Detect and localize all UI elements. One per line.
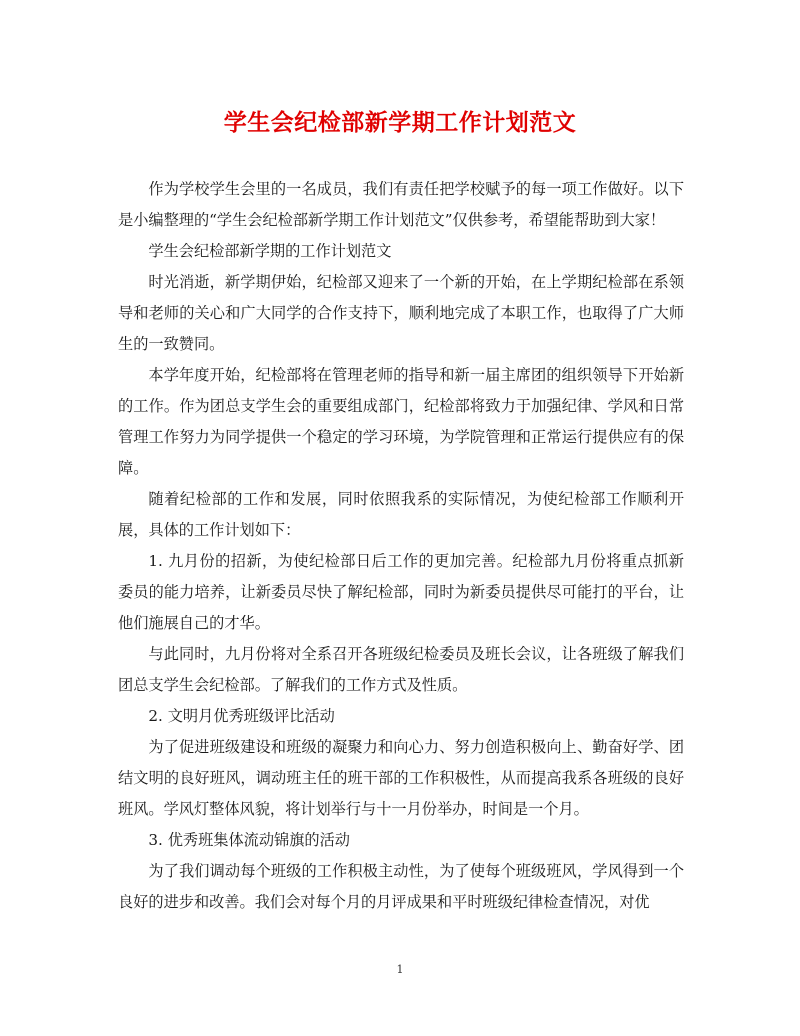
paragraph-item-1-cont: 与此同时，九月份将对全系召开各班级纪检委员及班长会议，让各班级了解我们团总支学生会纪检部。了解我们的工作方式及性质。	[118, 645, 684, 694]
paragraph-subtitle: 学生会纪检部新学期的工作计划范文	[148, 242, 392, 260]
paragraph-new-year: 本学年度开始，纪检部将在管理老师的指导和新一届主席团的组织领导下开始新的工作。作为团总支学生会的重要组成部门，纪检部将致力于加强纪律、学风和日常管理工作努力为同学提供一个稳定的学习环境，为学院管理和正常运行提供应有的保障。	[118, 366, 684, 477]
paragraph-item-2: 为了促进班级建设和班级的凝聚力和向心力、努力创造积极向上、勤奋好学、团结文明的良好班风，调动班主任的班干部的工作积极性，从而提高我系各班级的良好班风。学风灯整体风貌，将计划举行与十一月份举办，时间是一个月。	[118, 738, 684, 818]
paragraph-review: 时光消逝，新学期伊始，纪检部又迎来了一个新的开始，在上学期纪检部在系领导和老师的关心和广大同学的合作支持下，顺利地完成了本职工作，也取得了广大师生的一致赞同。	[118, 273, 684, 353]
document-title: 学生会纪检部新学期工作计划范文	[223, 109, 577, 136]
page-number: 1	[396, 963, 404, 976]
paragraph-item-1: 1. 九月份的招新，为使纪检部日后工作的更加完善。纪检部九月份将重点抓新委员的能力培养，让新委员尽快了解纪检部，同时为新委员提供尽可能打的平台，让他们施展自己的才华。	[118, 552, 684, 632]
document-body	[118, 174, 684, 918]
paragraph-plan-intro: 随着纪检部的工作和发展，同时依照我系的实际情况，为使纪检部工作顺利开展，具体的工作计划如下：	[118, 490, 684, 539]
paragraph-item-3: 为了我们调动每个班级的工作积极主动性，为了使每个班级班风，学风得到一个良好的进步和改善。我们会对每个月的月评成果和平时班级纪律检查情况，对优	[118, 862, 684, 911]
paragraph-intro: 作为学校学生会里的一名成员，我们有责任把学校赋予的每一项工作做好。以下是小编整理的“学生会纪检部新学期工作计划范文”仅供参考，希望能帮助到大家！	[118, 180, 684, 229]
paragraph-item-2-heading: 2. 文明月优秀班级评比活动	[148, 707, 335, 725]
paragraph-item-3-heading: 3. 优秀班集体流动锦旗的活动	[148, 831, 350, 849]
